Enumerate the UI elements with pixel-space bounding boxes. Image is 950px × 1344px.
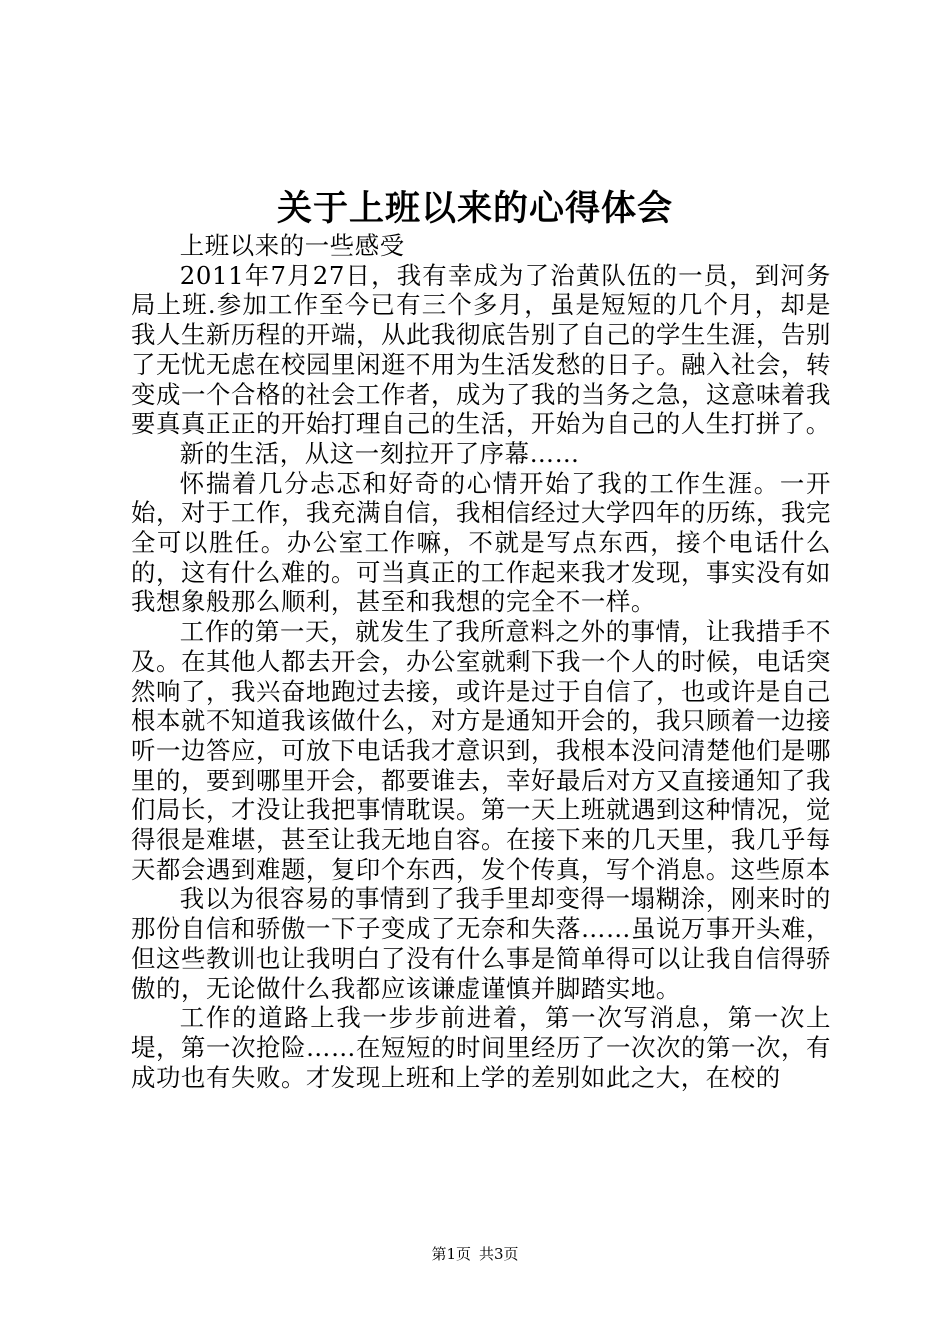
paragraph: 我以为很容易的事情到了我手里却变得一塌糊涂，刚来时的那份自信和骄傲一下子变成了无奈和失落……虽说万事开头难，但这些教训也让我明白了没有什么事是简单得可以让我自信得骄傲的，无论做什么我都应该谦虚谨慎并脚踏实地。 xyxy=(131,884,831,1003)
paragraph: 工作的第一天，就发生了我所意料之外的事情，让我措手不及。在其他人都去开会，办公室就剩下我一个人的时候，电话突然响了，我兴奋地跑过去接，或许是过于自信了，也或许是自己根本就不知道我该做什么，对方是通知开会的，我只顾着一边接听一边答应，可放下电话我才意识到，我根本没问清楚他们是哪里的，要到哪里开会，都要谁去，幸好最后对方又直接通知了我们局长，才没让我把事情耽误。第一天上班就遇到这种情况，觉得很是难堪，甚至让我无地自容。在接下来的几天里，我几乎每天都会遇到难题，复印个东西，发个传真，写个消息。这些原本 xyxy=(131,617,831,884)
paragraph: 2011年7月27日，我有幸成为了治黄队伍的一员，到河务局上班.参加工作至今已有三个多月，虽是短短的几个月，却是我人生新历程的开端，从此我彻底告别了自己的学生生涯，告别了无忧无虑在校园里闲逛不用为生活发愁的日子。融入社会，转变成一个合格的社会工作者，成为了我的当务之急，这意味着我要真真正正的开始打理自己的生活，开始为自己的人生打拼了。 xyxy=(131,260,831,439)
page-total: 共3页 xyxy=(479,1245,519,1263)
page-number: 第1页 xyxy=(431,1245,471,1263)
page-footer xyxy=(0,1243,950,1265)
document-title: 关于上班以来的心得体会 xyxy=(276,188,673,229)
paragraph: 工作的道路上我一步步前进着，第一次写消息，第一次上堤，第一次抢险……在短短的时间里经历了一次次的第一次，有成功也有失败。才发现上班和上学的差别如此之大，在校的 xyxy=(131,1003,831,1092)
paragraph-subtitle: 上班以来的一些感受 xyxy=(179,231,405,260)
paragraph: 怀揣着几分忐忑和好奇的心情开始了我的工作生涯。一开始，对于工作，我充满自信，我相信经过大学四年的历练，我完全可以胜任。办公室工作嘛，不就是写点东西，接个电话什么的，这有什么难的。可当真正的工作起来我才发现，事实没有如我想象般那么顺利，甚至和我想的完全不一样。 xyxy=(131,468,831,617)
paragraph: 新的生活，从这一刻拉开了序幕…… xyxy=(179,438,580,468)
document-body xyxy=(131,231,831,1092)
